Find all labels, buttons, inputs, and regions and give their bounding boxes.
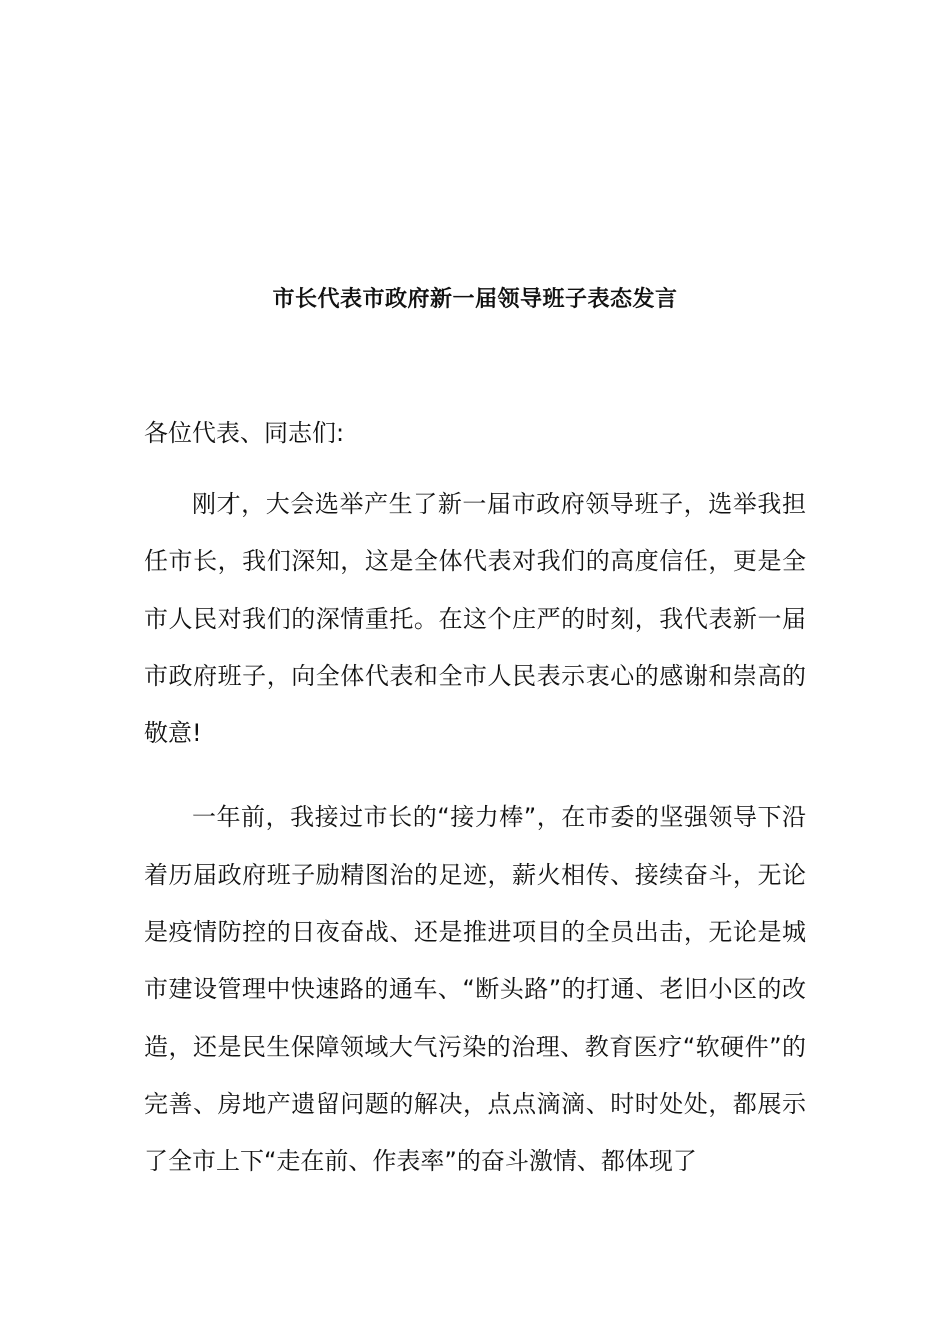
paragraph-2: 一年前，我接过市长的“接力棒”，在市委的坚强领导下沿着历届政府班子励精图治的足迹，薪火相传、接续奋斗，无论是疫情防控的日夜奋战、还是推进项目的全员出击，无论是城市建设管理中快速路的通车、“断头路”的打通、老旧小区的改造，还是民生保障领域大气污染的治理、教育医疗“软硬件”的完善、房地产遗留问题的解决，点点滴滴、时时处处，都展示了全市上下“走在前、作表率”的奋斗激情、都体现了 — [144, 803, 806, 1176]
document-title: 市长代表市政府新一届领导班子表态发言 — [272, 287, 678, 312]
paragraph-1: 刚才，大会选举产生了新一届市政府领导班子，选举我担任市长，我们深知，这是全体代表对我们的高度信任，更是全市人民对我们的深情重托。在这个庄严的时刻，我代表新一届市政府班子，向全体代表和全市人民表示衷心的感谢和崇高的敬意! — [144, 490, 806, 748]
document-body — [144, 476, 806, 1191]
salutation: 各位代表、同志们: — [144, 419, 345, 447]
